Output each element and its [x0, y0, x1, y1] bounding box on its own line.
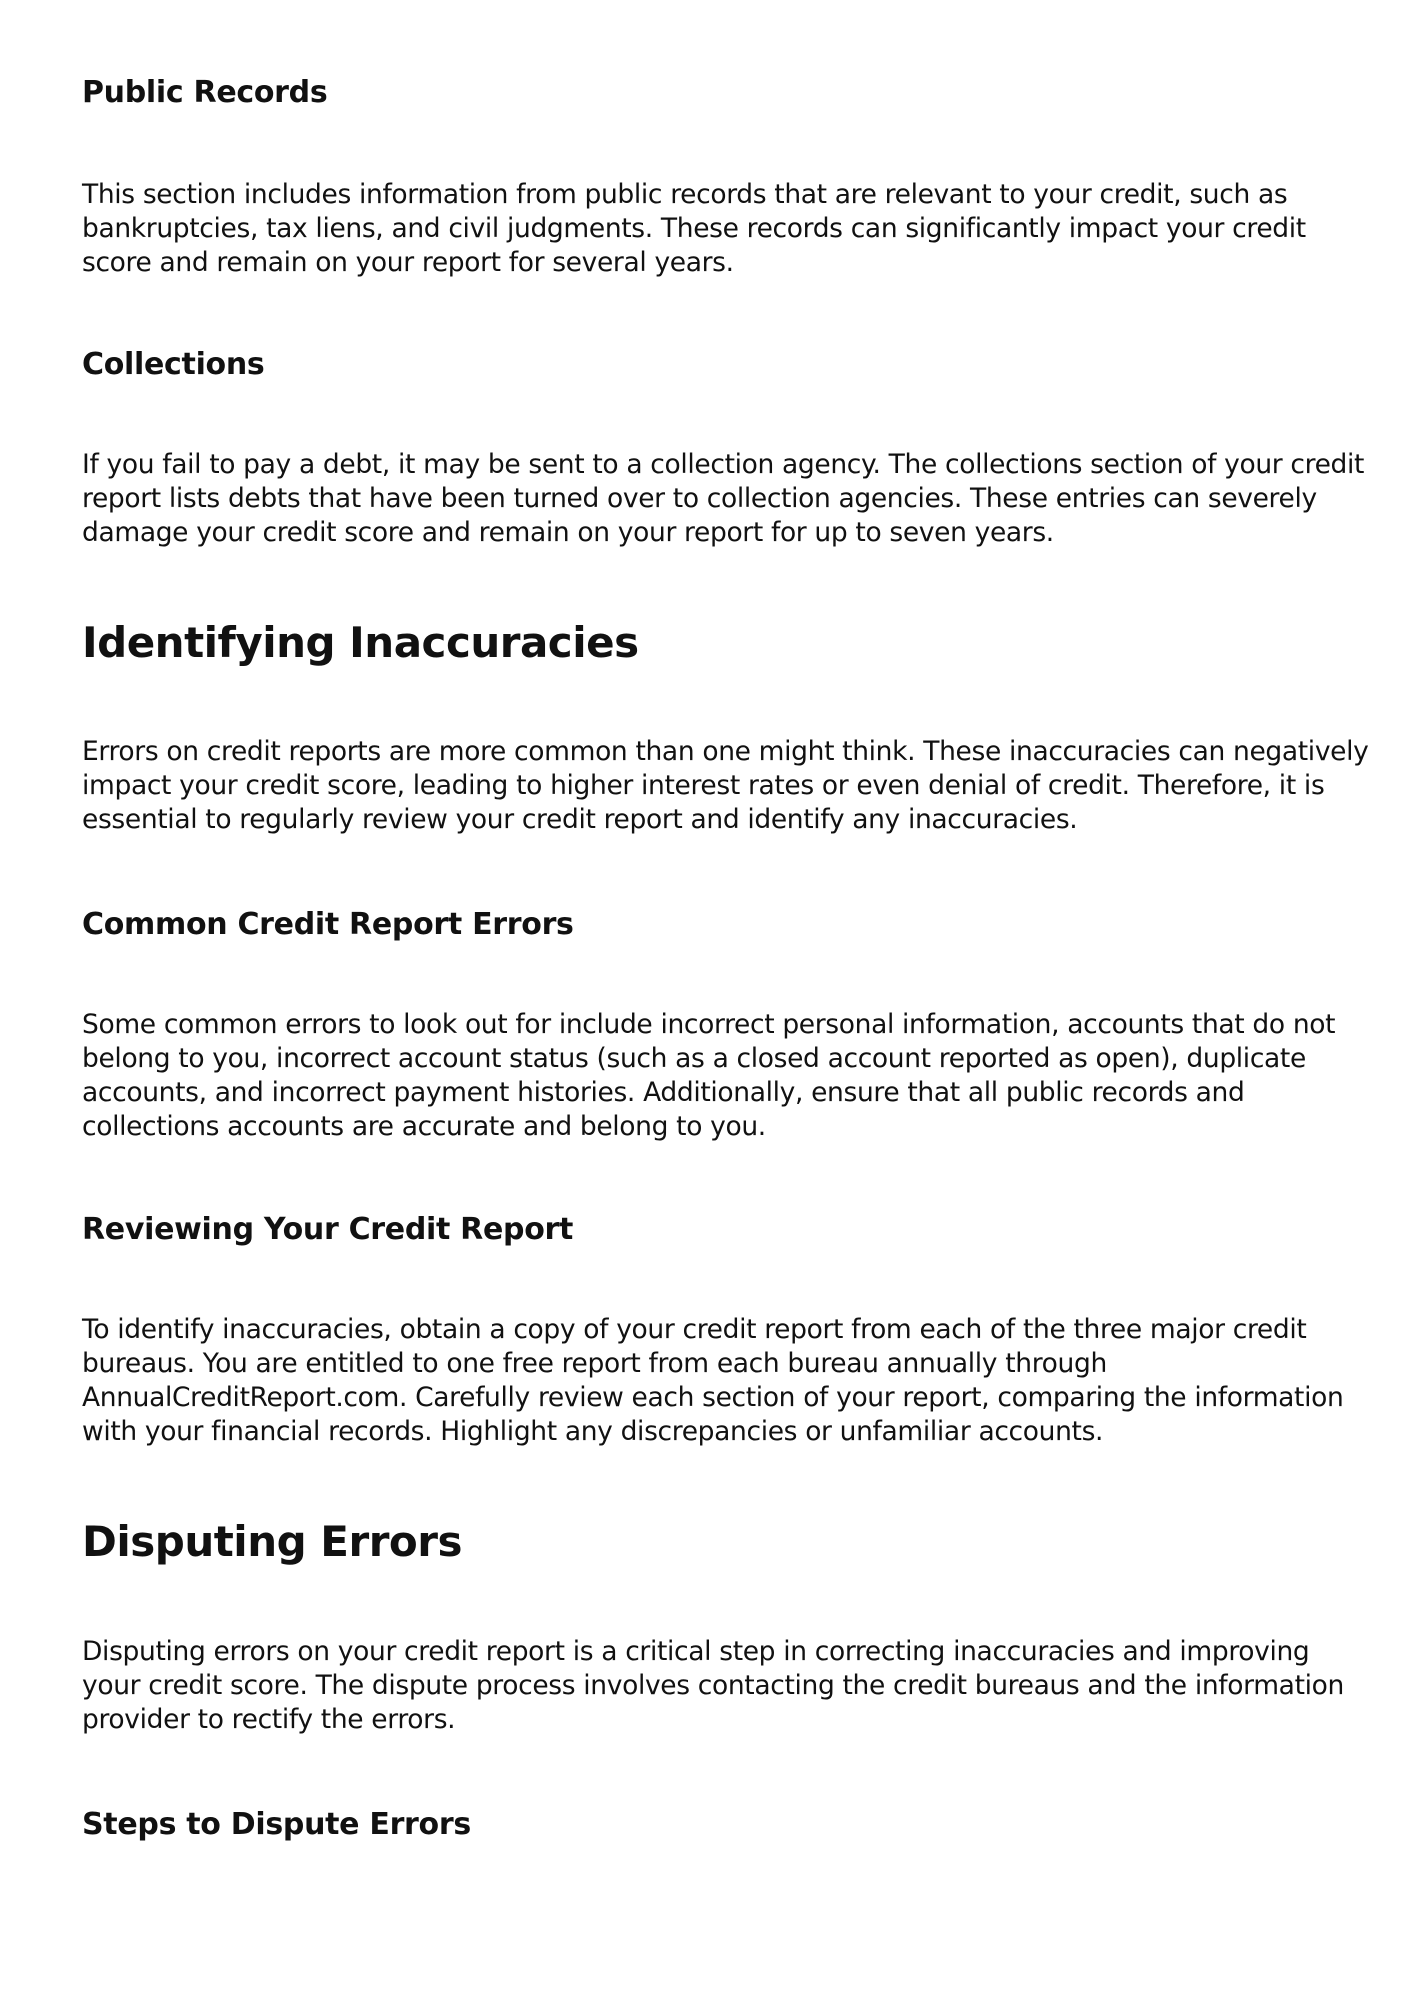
- paragraph-common-credit-report-errors: Some common errors to look out for include incorrect personal information, accounts that do not belong to you, incorrect account status (such as a closed account reported as open), duplicate accounts, and incorrect payment histories. Additionally, ensure that all public records and collections accounts are accurate and belong to you.: [82, 1009, 1336, 1142]
- heading-disputing-errors: Disputing Errors: [82, 1517, 462, 1566]
- heading-common-credit-report-errors: Common Credit Report Errors: [82, 907, 574, 942]
- paragraph-identifying-inaccuracies: Errors on credit reports are more common than one might think. These inaccuracies can negatively impact your credit score, leading to higher interest rates or even denial of credit. Therefore, it is essential to regularly review your credit report and identify any inaccuracies.: [82, 736, 1369, 835]
- heading-public-records: Public Records: [82, 75, 328, 110]
- heading-steps-to-dispute-errors: Steps to Dispute Errors: [82, 1807, 471, 1842]
- paragraph-reviewing-your-credit-report: To identify inaccuracies, obtain a copy of your credit report from each of the three major credit bureaus. You are entitled to one free report from each bureau annually through AnnualCreditReport.com. Carefully review each section of your report, comparing the information with your financial records. Highlight any discrepancies or unfamiliar accounts.: [82, 1314, 1344, 1447]
- heading-reviewing-your-credit-report: Reviewing Your Credit Report: [82, 1212, 574, 1247]
- heading-collections: Collections: [82, 347, 265, 382]
- paragraph-disputing-errors: Disputing errors on your credit report is a critical step in correcting inaccuracies and improving your credit score. The dispute process involves contacting the credit bureaus and the information provider to rectify the errors.: [82, 1636, 1344, 1735]
- paragraph-public-records: This section includes information from public records that are relevant to your credit, such as bankruptcies, tax liens, and civil judgments. These records can significantly impact your credit score and remain on your report for several years.: [82, 179, 1306, 278]
- paragraph-collections: If you fail to pay a debt, it may be sent to a collection agency. The collections section of your credit report lists debts that have been turned over to collection agencies. These entries can severely damage your credit score and remain on your report for up to seven years.: [82, 449, 1365, 548]
- heading-identifying-inaccuracies: Identifying Inaccuracies: [82, 618, 639, 667]
